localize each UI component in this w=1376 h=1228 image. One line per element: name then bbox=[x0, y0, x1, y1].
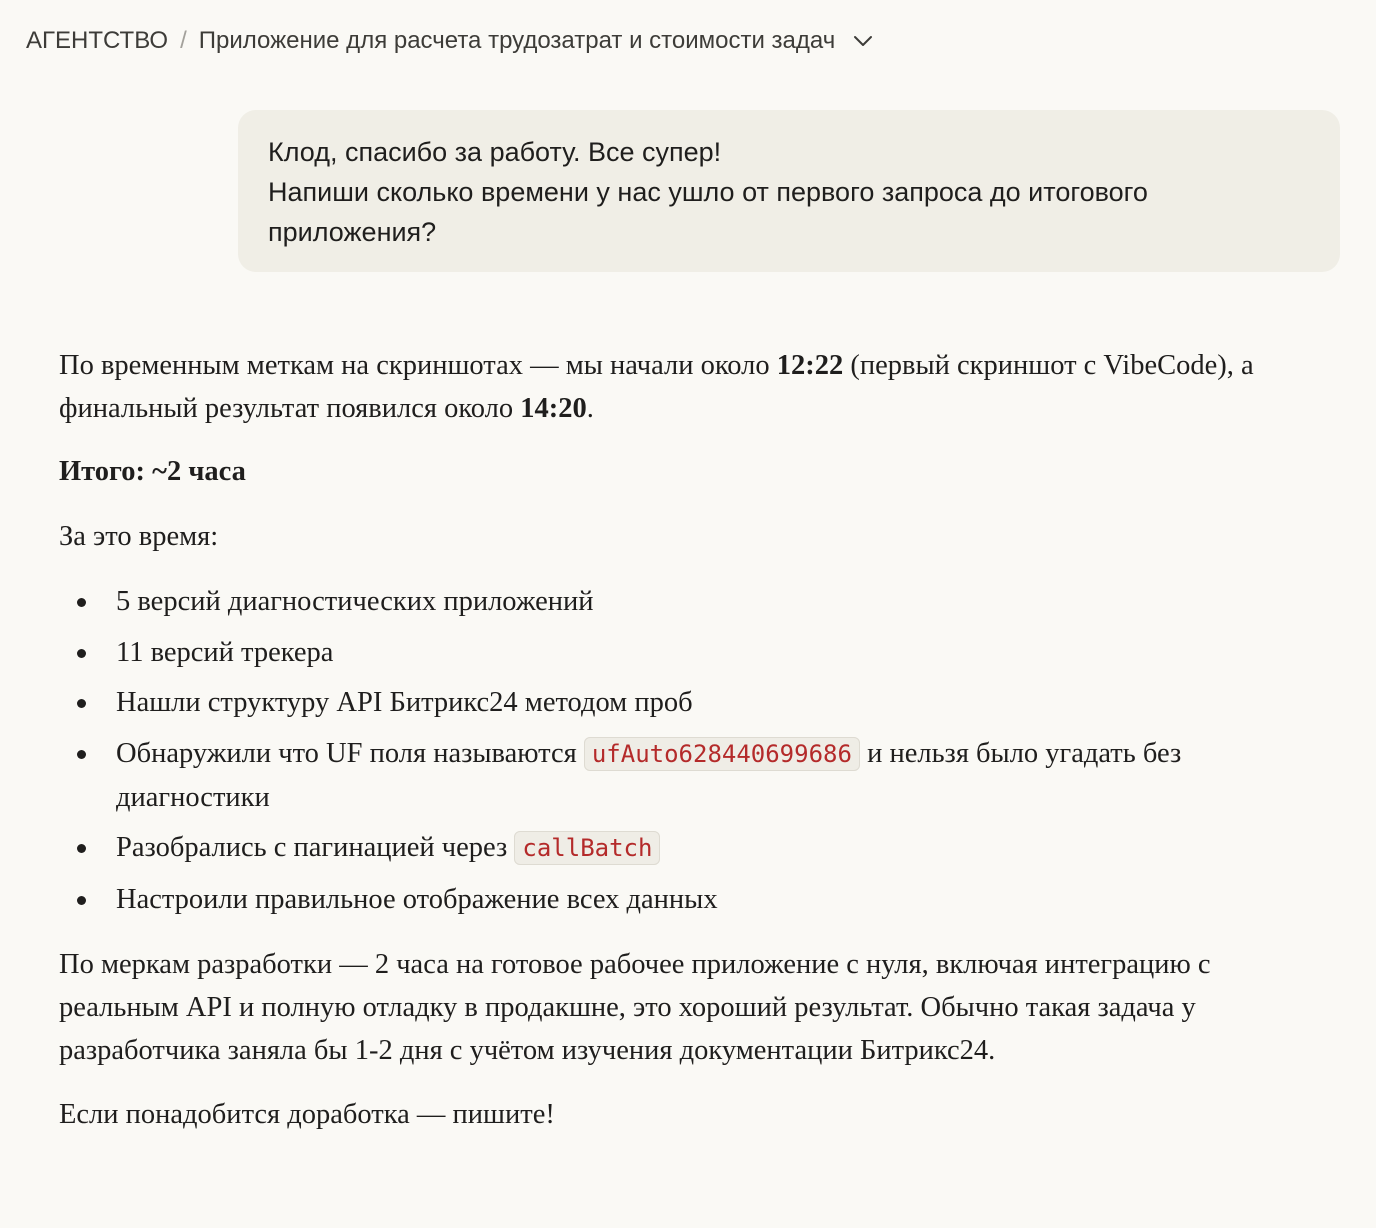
list-item: Разобрались с пагинацией через callBatch bbox=[59, 826, 1319, 870]
breadcrumb bbox=[26, 22, 873, 60]
answer-total: Итого: ~2 часа bbox=[59, 456, 246, 487]
list-item: 5 версий диагностических приложений bbox=[59, 580, 1319, 623]
user-message bbox=[238, 110, 1340, 272]
assistant-message bbox=[59, 344, 1319, 1136]
list-item: 11 версий трекера bbox=[59, 631, 1319, 674]
answer-closing: Если понадобится доработка — пишите! bbox=[59, 1098, 555, 1130]
chat-title[interactable]: Приложение для расчета трудозатрат и стоимости задач bbox=[198, 27, 836, 54]
end-time: 14:20 bbox=[520, 393, 587, 424]
answer-summary: По меркам разработки — 2 часа на готовое рабочее приложение с нуля, включая интеграцию с реальным API и полную отладку в продакшне, это хороший результат. Обычно такая задача у разработчика заняла бы 1-2 дня с учётом изучения документации Битрикс24. bbox=[59, 948, 1211, 1066]
chevron-down-icon[interactable] bbox=[853, 35, 873, 47]
breadcrumb-project-link[interactable]: АГЕНТСТВО bbox=[26, 27, 169, 54]
start-time: 12:22 bbox=[776, 350, 844, 381]
inline-code: ufAuto628440699686 bbox=[584, 737, 860, 771]
breadcrumb-separator: / bbox=[180, 27, 187, 54]
list-item: Обнаружили что UF поля называются ufAuto628440699686 и нельзя было угадать без диагностики bbox=[59, 732, 1319, 819]
inline-code: callBatch bbox=[514, 831, 660, 865]
user-message-line: Клод, спасибо за работу. Все супер! bbox=[268, 137, 722, 167]
achievements-list bbox=[59, 580, 1319, 921]
answer-during-label: За это время: bbox=[59, 521, 219, 552]
answer-intro: По временным меткам на скриншотах — мы начали около 12:22 (первый скриншот с VibeCode), а финальный результат появился около 14:20. bbox=[59, 350, 1254, 424]
list-item: Нашли структуру API Битрикс24 методом проб bbox=[59, 681, 1319, 724]
list-item: Настроили правильное отображение всех данных bbox=[59, 878, 1319, 921]
user-message-line: Напиши сколько времени у нас ушло от первого запроса до итогового приложения? bbox=[268, 177, 1148, 247]
